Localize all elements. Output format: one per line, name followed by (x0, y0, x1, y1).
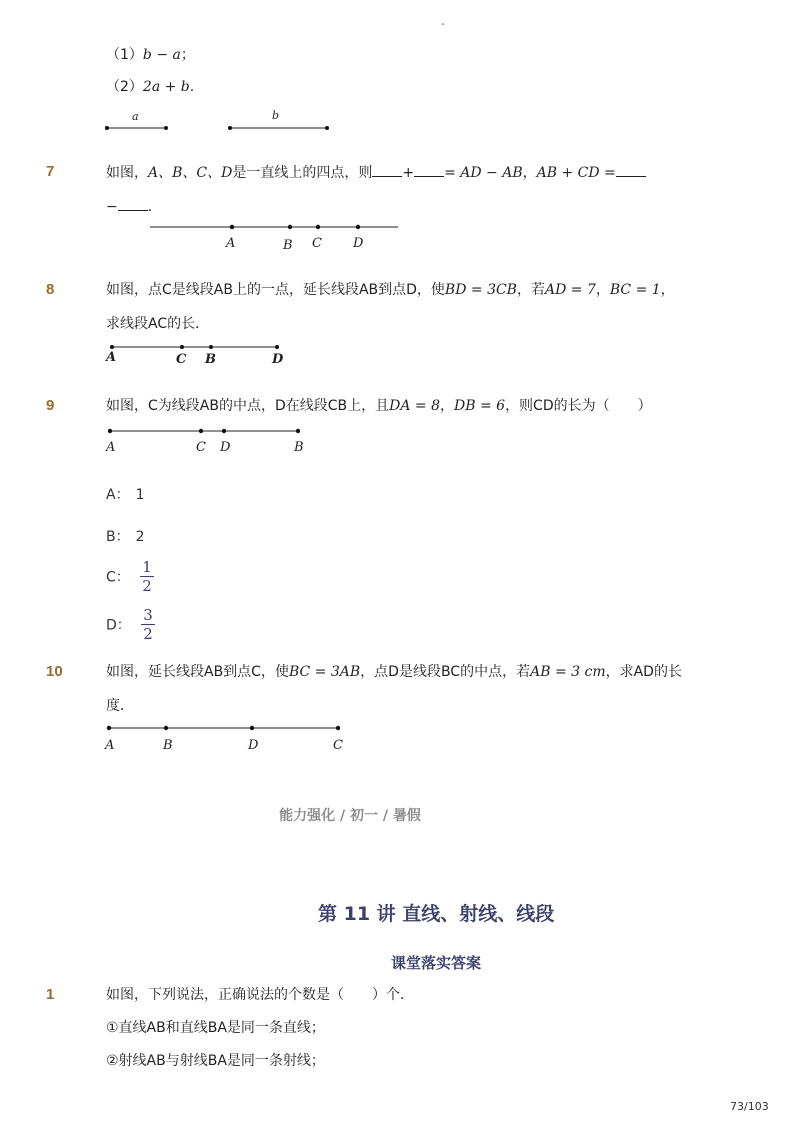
q9-option-c-numerator: 1 (142, 558, 152, 576)
q1-line-1: 如图，下列说法，正确说法的个数是（ ）个． (106, 987, 414, 1003)
segment-a-end (164, 126, 168, 130)
q8-text-1: 如图，点C是线段AB上的一点，延长线段AB到点D，使 (106, 282, 445, 298)
q9-text-1: 如图，C为线段AB的中点，D在线段CB上，且 (106, 398, 390, 414)
q9-option-c-label: C： (106, 569, 130, 586)
q9-figure (104, 424, 308, 438)
q7-eq-1: = AD − AB (444, 165, 523, 181)
q9-point-a (108, 429, 112, 433)
q7-blank-1 (372, 162, 402, 177)
question-number-10: 10 (46, 663, 63, 680)
q9-math-2: DB = 6 (454, 398, 506, 414)
q9-option-a-value: 1 (135, 487, 145, 503)
segment-b-label: b (272, 109, 280, 122)
q7-blank-4 (118, 196, 148, 211)
q7-points: A、B、C、D (148, 165, 233, 181)
q9-option-d-label: D： (106, 617, 131, 634)
q1-line-3: ②射线AB与射线BA是同一条射线； (106, 1053, 325, 1069)
q7-figure (140, 220, 410, 236)
q10-text-2: ，点D是线段BC的中点，若 (360, 664, 531, 680)
q7-point-a (230, 225, 234, 229)
q7-label-b: B (283, 238, 293, 253)
q7-eq-2: AB + CD = (536, 165, 616, 181)
q10-figure (102, 721, 348, 735)
q8-point-c (180, 345, 184, 349)
q8-line-2: 求线段AC的长． (106, 316, 210, 332)
q9-text-3: ，则CD的长为（ ） (505, 398, 652, 414)
q10-label-b: B (163, 738, 173, 753)
q7-line-1 (106, 162, 646, 183)
q10-line-1 (106, 662, 682, 682)
question-number-8: 8 (46, 281, 55, 298)
q10-label-d: D (248, 738, 259, 753)
q8-point-a (110, 345, 114, 349)
q7-plus: + (402, 165, 415, 181)
prev-item-1 (106, 45, 195, 65)
q10-label-a: A (105, 738, 115, 753)
q8-math-3: BC = 1 (609, 282, 661, 298)
prev-item-2-suffix: . (189, 79, 195, 95)
q7-end: . (147, 199, 153, 215)
q8-text-4: ， (660, 282, 675, 298)
q10-text-1: 如图，延长线段AB到点C，使 (106, 664, 289, 680)
q7-text-1: 如图， (106, 165, 148, 181)
q9-option-c[interactable] (106, 558, 154, 595)
q9-option-d-fraction (141, 606, 155, 643)
q9-point-b (296, 429, 300, 433)
segment-b-end (325, 126, 329, 130)
q7-comma: ， (522, 165, 537, 181)
section-title: 第 11 讲 直线、射线、线段 (318, 903, 555, 925)
q10-point-d (250, 726, 254, 730)
q10-line-2: 度． (106, 698, 134, 714)
prev-item-1-prefix: （1） (106, 47, 143, 63)
q9-math-1: DA = 8 (389, 398, 440, 414)
q9-label-b: B (294, 440, 304, 455)
q7-point-d (356, 225, 360, 229)
prev-item-1-math: b − a (142, 47, 181, 63)
q9-label-a: A (106, 440, 116, 455)
q9-point-d (222, 429, 226, 433)
q9-option-b[interactable] (106, 526, 145, 546)
q8-figure (104, 340, 294, 354)
q9-option-c-fraction (140, 558, 154, 595)
q10-label-c: C (333, 738, 343, 753)
q7-label-a: A (226, 236, 236, 251)
q8-label-a: A (106, 350, 117, 365)
q8-text-3: ， (595, 282, 610, 298)
q9-text-2: ， (440, 398, 454, 414)
q9-option-c-denominator: 2 (142, 577, 152, 595)
q9-option-d[interactable] (106, 606, 155, 643)
question-number-7: 7 (46, 163, 55, 180)
q10-point-a (107, 726, 111, 730)
q7-blank-2 (414, 162, 444, 177)
header-mark: - (441, 17, 445, 30)
q8-label-d: D (272, 352, 284, 367)
q8-math-1: BD = 3CB (444, 282, 517, 298)
q9-point-c (199, 429, 203, 433)
q10-point-b (164, 726, 168, 730)
q9-option-a-label: A： (106, 487, 130, 503)
q7-label-c: C (312, 236, 322, 251)
q7-blank-3 (616, 162, 646, 177)
q8-math-2: AD = 7 (544, 282, 596, 298)
prev-item-2 (106, 77, 194, 97)
q8-text-2: ，若 (516, 282, 545, 298)
q9-label-c: C (196, 440, 206, 455)
q9-option-d-numerator: 3 (143, 606, 153, 624)
question-number-1: 1 (46, 986, 55, 1003)
q9-option-d-denominator: 2 (143, 625, 153, 643)
q1-line-2: ①直线AB和直线BA是同一条直线； (106, 1020, 325, 1036)
q7-point-c (316, 225, 320, 229)
q9-option-b-label: B： (106, 529, 130, 545)
question-number-9: 9 (46, 397, 55, 414)
segment-a-start (105, 126, 109, 130)
q8-point-d (275, 345, 279, 349)
q8-label-c: C (176, 352, 187, 367)
q10-math-1: BC = 3AB (288, 664, 361, 680)
q8-point-b (209, 345, 213, 349)
q9-line-1 (106, 396, 652, 416)
q8-line-1 (106, 280, 675, 300)
q7-point-b (288, 225, 292, 229)
q7-line-2 (106, 196, 152, 217)
q10-math-2: AB = 3 cm (530, 664, 606, 680)
q7-minus: − (106, 199, 118, 215)
page-number: 73/103 (730, 1100, 769, 1113)
q8-label-b: B (205, 352, 216, 367)
prev-item-1-suffix: ； (180, 47, 195, 63)
q7-label-d: D (353, 236, 364, 251)
section-subtitle: 课堂落实答案 (391, 954, 482, 972)
page-footer: 能力强化 / 初一 / 暑假 (279, 808, 421, 824)
prev-item-2-prefix: （2） (106, 79, 143, 95)
prev-item-2-math: 2a + b (142, 79, 190, 95)
q9-option-b-value: 2 (135, 529, 145, 545)
q10-point-c (336, 726, 340, 730)
q9-option-a[interactable] (106, 484, 145, 504)
q9-label-d: D (220, 440, 231, 455)
segment-b-start (228, 126, 232, 130)
q7-text-2: 是一直线上的四点，则 (232, 165, 373, 181)
segment-a-label: a (132, 110, 139, 123)
q10-text-3: ，求AD的长 (605, 664, 682, 680)
